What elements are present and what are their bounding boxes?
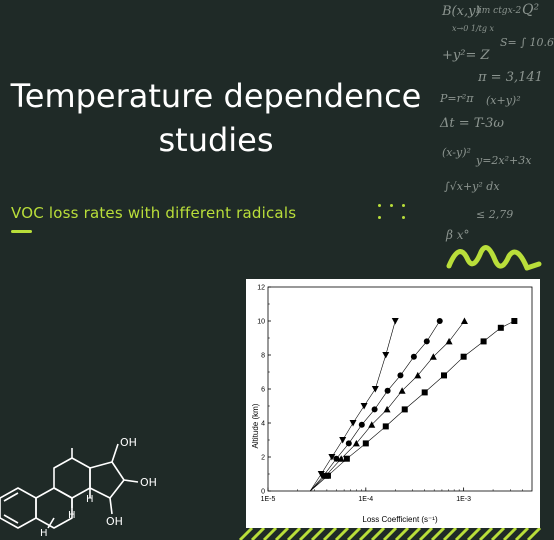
h-label: H <box>86 494 94 505</box>
data-point-square <box>402 406 408 412</box>
y-tick-label: 0 <box>261 488 265 496</box>
data-point-triangle-down <box>372 386 379 393</box>
series-line <box>310 321 514 491</box>
y-tick-label: 8 <box>261 352 265 360</box>
formula-text: y=2x²+3x <box>476 154 532 167</box>
plot-frame <box>268 287 532 491</box>
data-point-triangle-down <box>361 403 368 410</box>
data-point-circle <box>397 372 403 378</box>
y-tick-label: 2 <box>261 454 265 462</box>
data-point-circle <box>385 388 391 394</box>
series-line <box>310 321 464 491</box>
formula-text: +y²= Z <box>442 48 490 63</box>
formula-text: lim ctgx-2 <box>476 6 522 16</box>
data-point-triangle-up <box>384 406 391 413</box>
formula-text: (x+y)² <box>486 94 521 107</box>
y-axis-label: Altitude (km) <box>251 403 260 449</box>
slide-title-line-1: Temperature dependence <box>10 77 422 115</box>
h-label: H <box>68 510 76 521</box>
data-point-square <box>363 440 369 446</box>
data-point-square <box>461 354 467 360</box>
oh-label: OH <box>106 515 123 528</box>
data-point-square <box>498 325 504 331</box>
y-tick-label: 12 <box>257 284 265 292</box>
formula-text: ∫√x+y² dx <box>444 180 500 193</box>
y-tick-label: 10 <box>257 318 265 326</box>
data-point-square <box>325 473 331 479</box>
data-point-square <box>481 338 487 344</box>
data-point-circle <box>359 422 365 428</box>
data-point-circle <box>411 354 417 360</box>
series-line <box>310 321 440 491</box>
data-point-triangle-down <box>339 437 346 444</box>
x-tick-label: 1E-3 <box>456 496 472 503</box>
data-point-square <box>441 372 447 378</box>
chart-series <box>310 318 517 492</box>
formula-text: x→0 1/tg x <box>452 24 495 33</box>
data-point-circle <box>424 338 430 344</box>
data-point-square <box>344 456 350 462</box>
hatched-stripe-decoration <box>230 528 540 540</box>
x-axis-label: Loss Coefficient (s⁻¹) <box>362 515 438 524</box>
slide-title <box>0 74 432 162</box>
data-point-triangle-up <box>461 318 468 325</box>
slide-title-line-2: studies <box>158 121 274 159</box>
chart-axes <box>257 285 532 504</box>
formula-text: (x-y)² <box>442 146 471 159</box>
slide-subtitle: VOC loss rates with different radicals <box>11 204 297 222</box>
data-point-square <box>511 318 517 324</box>
formula-text: π = 3,141 <box>478 70 543 85</box>
data-point-circle <box>346 440 352 446</box>
background-formulas <box>430 0 554 260</box>
x-tick-label: 1E-4 <box>358 496 374 503</box>
formula-text: ≤ 2,79 <box>476 208 514 221</box>
steroid-molecule-diagram <box>0 424 160 540</box>
data-point-triangle-up <box>446 338 453 345</box>
formula-text: Δt = T-3ω <box>440 116 505 131</box>
y-tick-label: 4 <box>261 420 265 428</box>
dots-decoration <box>378 204 408 222</box>
oh-label: OH <box>120 436 137 449</box>
squiggle-decoration <box>447 238 540 278</box>
data-point-square <box>383 423 389 429</box>
h-label: H <box>40 528 48 539</box>
chart-card <box>246 279 540 528</box>
x-tick-label: 1E-5 <box>260 496 276 503</box>
subtitle-underline <box>11 230 32 233</box>
formula-text: S= ∫ 10.6 <box>500 36 554 49</box>
y-tick-label: 6 <box>261 386 265 394</box>
formula-text: Q² <box>522 2 540 18</box>
formula-text: B(x,y) <box>442 4 481 19</box>
loss-coefficient-chart <box>246 279 540 528</box>
data-point-triangle-down <box>392 318 399 325</box>
data-point-triangle-down <box>350 420 357 427</box>
series-line <box>310 321 395 491</box>
data-point-circle <box>437 318 443 324</box>
data-point-circle <box>372 406 378 412</box>
formula-text: P=r²π <box>440 92 474 105</box>
data-point-triangle-down <box>382 352 389 359</box>
formula-text: β x° <box>446 228 470 242</box>
oh-label: OH <box>140 476 157 489</box>
data-point-square <box>422 389 428 395</box>
